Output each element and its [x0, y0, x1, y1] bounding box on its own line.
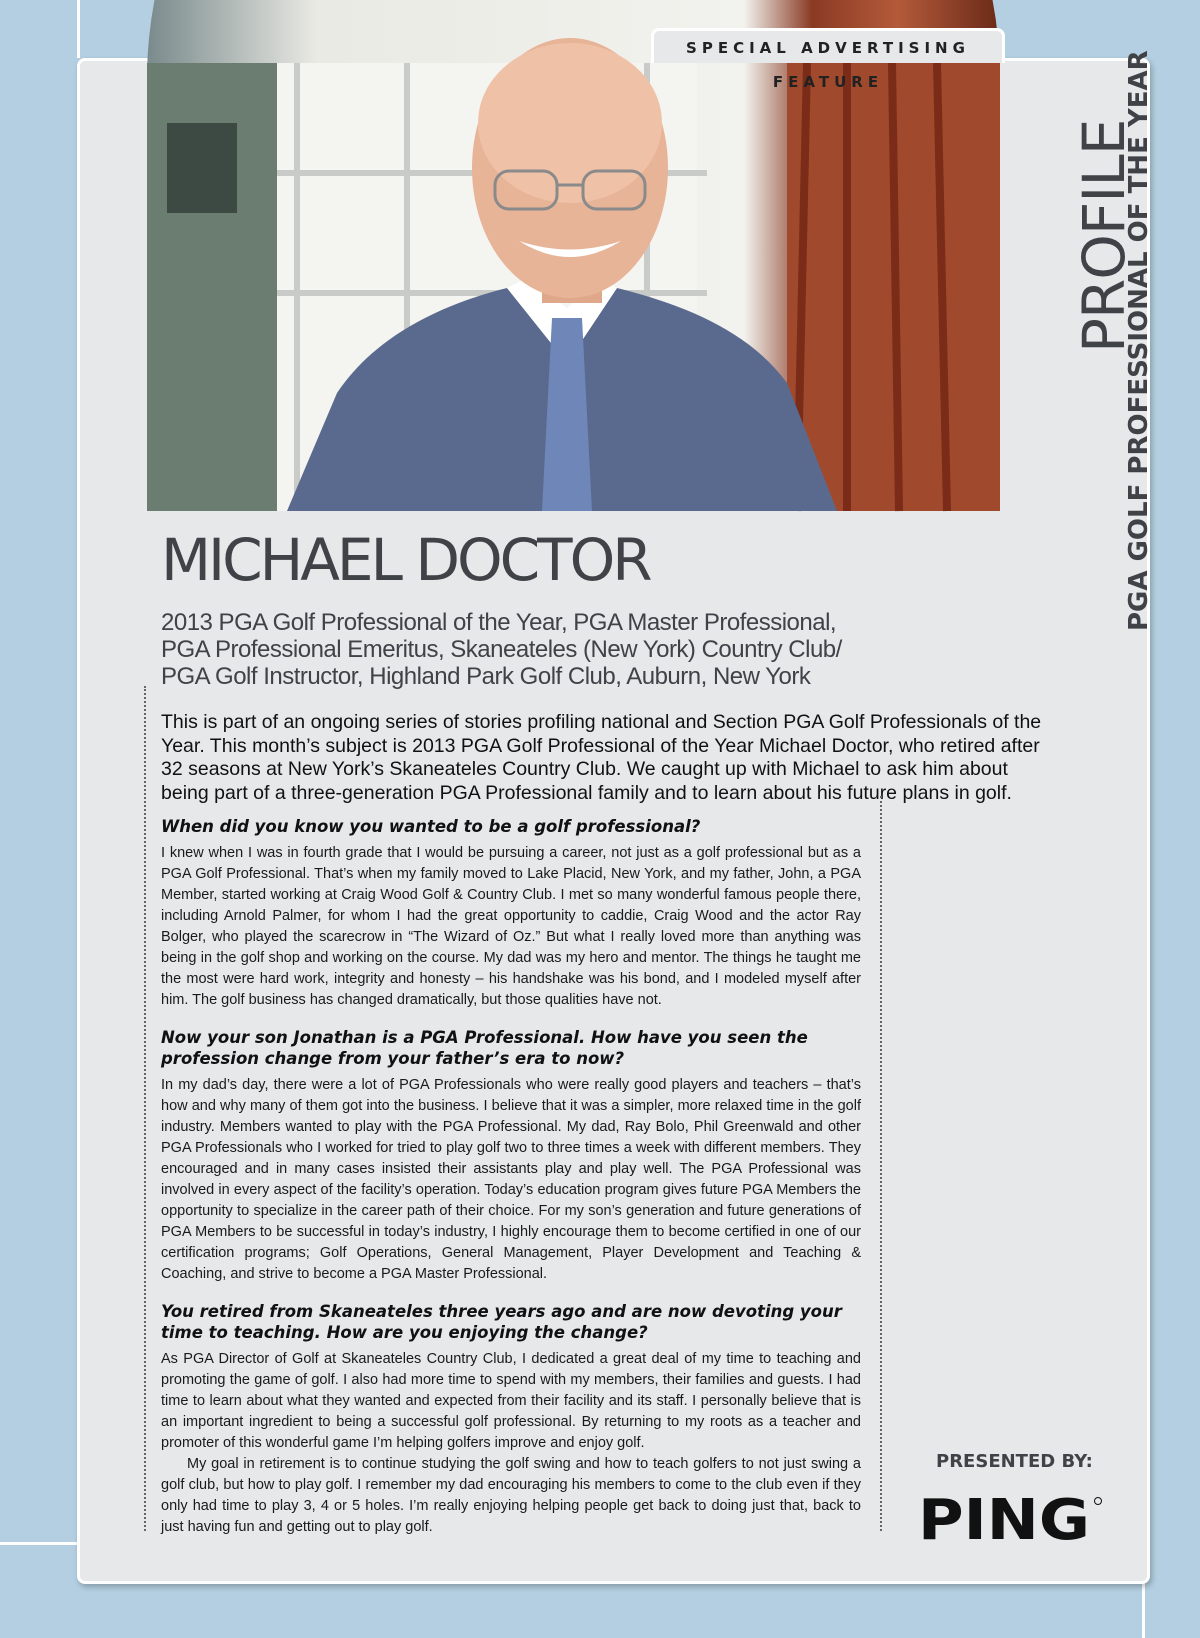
portrait-photo-frame: [147, 63, 1000, 511]
profile-card: [77, 50, 1154, 1584]
answer-3b: My goal in retirement is to continue studying the golf swing and how to teach golfers to not just swing a golf club, but how to play golf. I remember my dad encouraging his members to come to the club even if they only had time to play 3, 4 or 5 holes. I’m really enjoying helping people get back to doing just that, back to just having fun and getting out to play golf.: [161, 1456, 861, 1535]
vertical-section-title: [1020, 50, 1154, 631]
subtitle-line: PGA Professional Emeritus, Skaneateles (New York) Country Club/: [161, 636, 842, 663]
question-3: You retired from Skaneateles three years ago and are now devoting your time to teaching. How are you enjoying the change?: [161, 1302, 842, 1342]
top-left-vertical-rule: [77, 0, 80, 58]
ping-logo-text: PING: [918, 1488, 1090, 1553]
special-advertising-feature-tab: SPECIAL ADVERTISING FEATURE: [651, 28, 1005, 63]
subtitle-line: 2013 PGA Golf Professional of the Year, PGA Master Professional,: [161, 609, 837, 636]
ping-logo: [918, 1488, 1103, 1553]
vertical-title-line1: PGA GOLF PROFESSIONAL OF THE YEAR: [1124, 50, 1154, 631]
vertical-title-profile: PROFILE: [1070, 119, 1138, 353]
answer-1: I knew when I was in fourth grade that I would be pursuing a career, not just as a golf professional but as a PGA Golf Professional. That’s when my family moved to Lake Placid, New York, and my father, John, a PGA Member, started working at Craig Wood Golf & Country Club. I met so many wonderful famous people there, including Arnold Palmer, for whom I had the great opportunity to caddie, Craig Wood and the actor Ray Bolger, who played the scarecrow in “The Wizard of Oz.” But what I really loved more than anything was being in the golf shop and working on the course. My dad was my hero and mentor. The things he taught me the most were hard work, integrity and honesty – his handshake was his bond, and I modeled myself after him. The golf business has changed dramatically, but those qualities have not.: [161, 845, 861, 1008]
question-2: Now your son Jonathan is a PGA Professional. How have you seen the profession change from your father’s era to now?: [161, 1028, 808, 1068]
right-vertical-rule: [1142, 1578, 1145, 1638]
answer-2: In my dad’s day, there were a lot of PGA Professionals who were really good players and teachers – that’s how and why many of them got into the business. I believe that it was a simpler, more relaxed time in the golf industry. Members wanted to play with the PGA Professional. My dad, Ray Bolo, Phil Greenwald and other PGA Professionals who I worked for tried to play golf two to three times a week with different members. They encouraged and in many cases insisted their assistants play and play well. The PGA Professional was involved in every aspect of the facility’s operation. Today’s education program gives future PGA Members the opportunity to specialize in the career path of their choice. For my son’s generation and future generations of PGA Members to be successful in today’s industry, I highly encourage them to become certified in one of our certification programs; Golf Operations, General Management, Player Development and Teaching & Coaching, and strive to become a PGA Master Professional.: [161, 1077, 861, 1282]
profile-subtitle: [161, 609, 861, 690]
column-dotted-rule: [880, 796, 882, 1531]
registered-mark-icon: [1095, 1498, 1102, 1505]
presented-by-label: PRESENTED BY:: [936, 1451, 1093, 1472]
left-horizontal-rule: [0, 1542, 77, 1545]
intro-paragraph: This is part of an ongoing series of stories profiling national and Section PGA Golf Professionals of the Year. This month’s subject is 2013 PGA Golf Professional of the Year Michael Doctor, who retired after 32 seasons at New York’s Skaneateles Country Club. We caught up with Michael to ask him about being part of a three-generation PGA Professional family and to learn about his future plans in golf.: [161, 711, 1042, 804]
portrait-illustration: [147, 63, 1000, 511]
subtitle-line: PGA Golf Instructor, Highland Park Golf Club, Auburn, New York: [161, 663, 811, 690]
left-dotted-rule: [144, 686, 146, 1531]
answer-3a: As PGA Director of Golf at Skaneateles Country Club, I dedicated a great deal of my time to teaching and promoting the game of golf. I also had more time to spend with my members, their families and guests. I had time to learn about what they wanted and expected from their facility and its staff. I personally believe that is an important ingredient to being a successful golf professional. By returning to my roots as a teacher and promoter of this wonderful game I’m helping golfers improve and enjoy golf.: [161, 1351, 861, 1451]
question-1: When did you know you wanted to be a golf professional?: [161, 817, 701, 836]
interview-body: [161, 816, 861, 1538]
profile-name: MICHAEL DOCTOR: [161, 526, 650, 594]
